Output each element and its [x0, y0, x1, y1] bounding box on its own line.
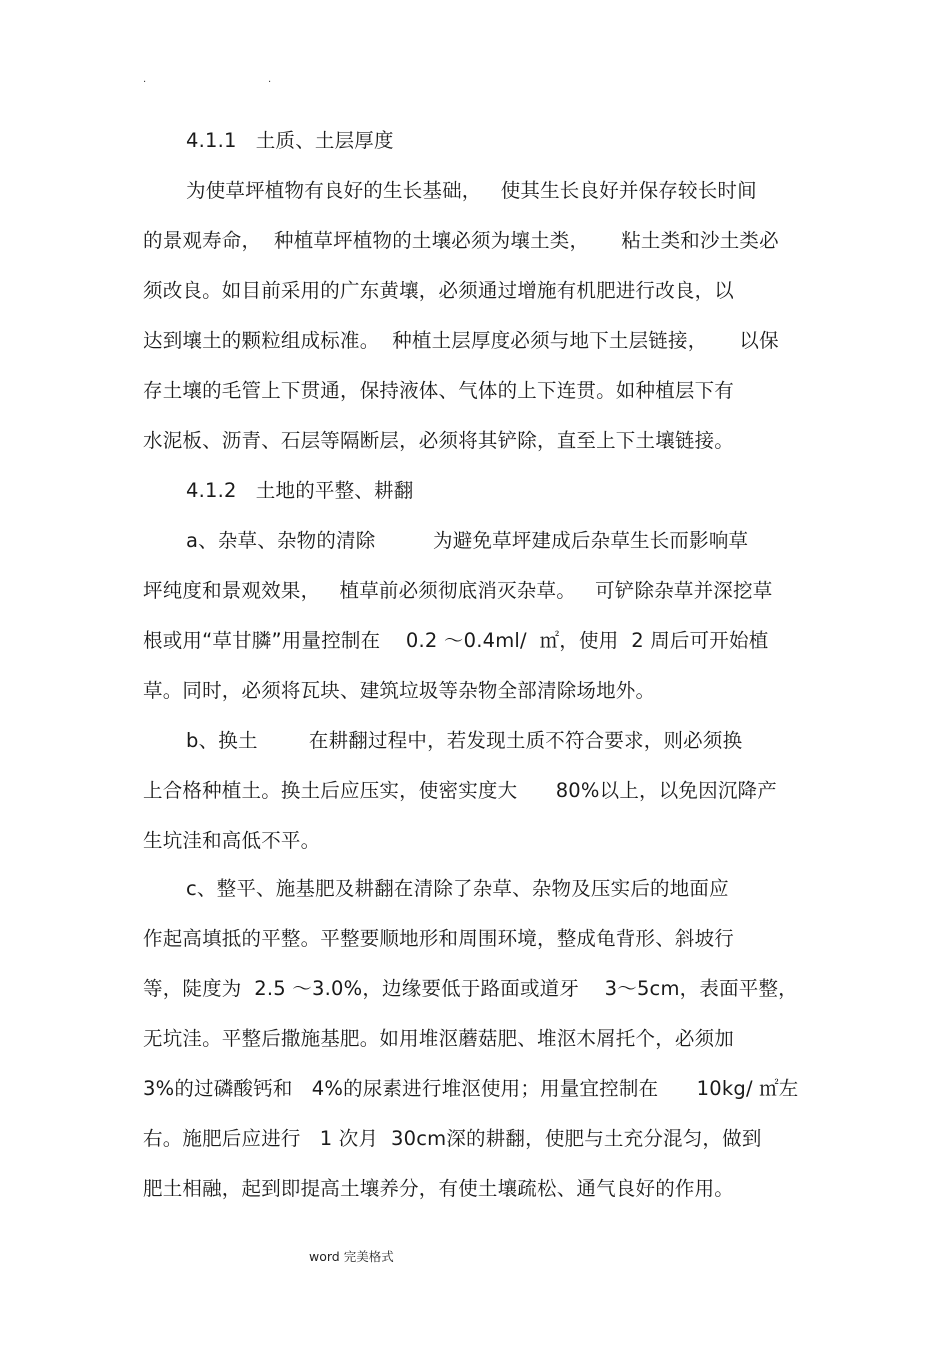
paragraph-line-a: a、杂草、杂物的清除 为避免草坪建成后杂草生长而影响草: [186, 529, 749, 552]
paragraph-line-c: 无坑洼。平整后撒施基肥。如用堆沤蘑菇肥、堆沤木屑托个，必须加: [143, 1027, 735, 1050]
header-mark-left: .: [143, 74, 147, 85]
paragraph-line: 为使草坪植物有良好的生长基础， 使其生长良好并保存较长时间: [186, 179, 757, 202]
paragraph-line: 须改良。如目前采用的广东黄壤，必须通过增施有机肥进行改良，以: [143, 279, 735, 302]
paragraph-line-b: 生坑洼和高低不平。: [143, 829, 321, 852]
paragraph-line-c: 肥土相融，起到即提高土壤养分，有使土壤疏松、通气良好的作用。: [143, 1177, 735, 1200]
paragraph-line-b: b、换土 在耕翻过程中，若发现土质不符合要求，则必须换: [186, 729, 743, 752]
page-footer: word 完美格式: [309, 1249, 394, 1264]
paragraph-line-a: 草。同时，必须将瓦块、建筑垃圾等杂物全部清除场地外。: [143, 679, 656, 702]
section-heading-4-1-1: 4.1.1 土质、土层厚度: [186, 129, 394, 152]
paragraph-line: 存土壤的毛管上下贯通，保持液体、气体的上下连贯。如种植层下有: [143, 379, 735, 402]
paragraph-line-c: 等，陡度为 2.5 ～3.0%，边缘要低于路面或道牙 3～5cm，表面平整，: [143, 977, 798, 1000]
section-heading-4-1-2: 4.1.2 土地的平整、耕翻: [186, 479, 414, 502]
paragraph-line-a: 坪纯度和景观效果， 植草前必须彻底消灭杂草。 可铲除杂草并深挖草: [143, 579, 773, 602]
header-mark-right: .: [268, 74, 272, 85]
paragraph-line-c: 3%的过磷酸钙和 4%的尿素进行堆沤使用；用量宜控制在 10kg/ ㎡左: [143, 1077, 799, 1100]
paragraph-line: 水泥板、沥青、石层等隔断层，必须将其铲除，直至上下土壤链接。: [143, 429, 735, 452]
paragraph-line-a: 根或用“草甘膦”用量控制在 0.2 ～0.4ml/ ㎡，使用 2 周后可开始植: [143, 629, 769, 652]
paragraph-line: 达到壤土的颗粒组成标准。 种植土层厚度必须与地下土层链接， 以保: [143, 329, 779, 352]
paragraph-line-c: c、整平、施基肥及耕翻在清除了杂草、杂物及压实后的地面应: [186, 877, 729, 900]
paragraph-line-b: 上合格种植土。换土后应压实，使密实度大 80%以上，以免因沉降产: [143, 779, 777, 802]
paragraph-line-c: 作起高填抵的平整。平整要顺地形和周围环境，整成龟背形、斜坡行: [143, 927, 735, 950]
paragraph-line: 的景观寿命， 种植草坪植物的土壤必须为壤土类， 粘土类和沙土类必: [143, 229, 779, 252]
paragraph-line-c: 右。施肥后应进行 1 次月 30cm深的耕翻，使肥与土充分混匀，做到: [143, 1127, 762, 1150]
